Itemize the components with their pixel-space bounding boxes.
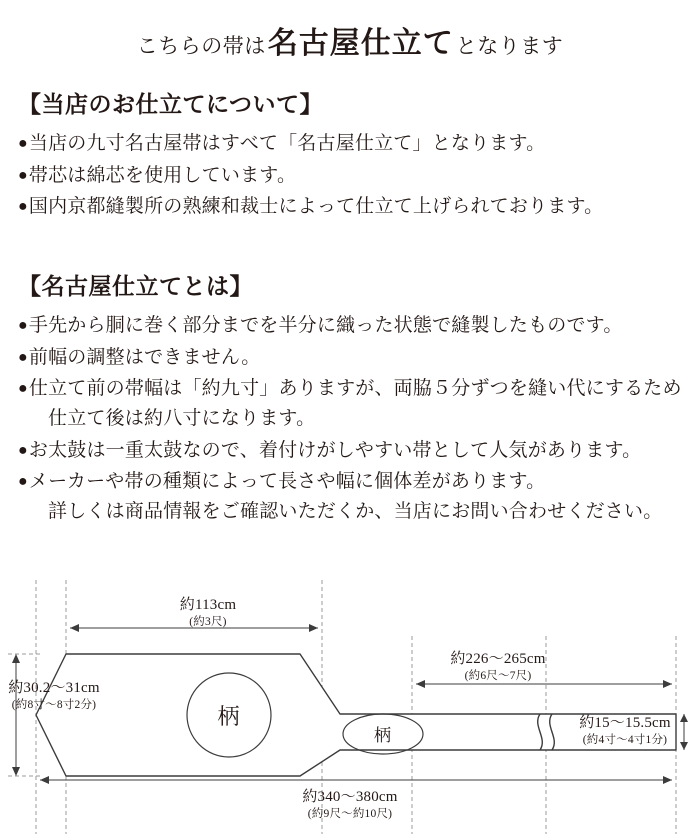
section-nagoya-bullets: [18, 311, 682, 526]
dim-arrow-340: [40, 776, 672, 784]
bullet-dot-icon: ●: [18, 317, 28, 334]
page-title-tail: となります: [455, 34, 564, 58]
measurement-subvalue: (約3尺): [189, 615, 227, 628]
list-item-text: 帯芯は綿芯を使用しています。: [28, 164, 297, 186]
list-item-text: メーカーや帯の種類によって長さや幅に個体差があります。: [28, 471, 546, 493]
measurement-value: 約30.2〜31cm: [8, 680, 100, 696]
list-item: [18, 192, 682, 222]
motif-label-large: 柄: [217, 704, 241, 729]
list-item: [18, 129, 682, 159]
measurement-value: 約340〜380cm: [302, 789, 398, 805]
section-shop-bullets: [18, 129, 682, 222]
dim-arrow-width-30: [8, 654, 40, 776]
list-item: [18, 343, 682, 373]
measurement-label-width-30: [0, 679, 108, 712]
bullet-dot-icon: ●: [18, 198, 28, 216]
measurement-label-226: [398, 650, 598, 683]
page-title: [0, 18, 700, 62]
list-item-text: 当店の九寸名古屋帯はすべて「名古屋仕立て」となります。: [28, 133, 546, 154]
measurement-subvalue: (約8寸〜8寸2分): [11, 698, 97, 711]
list-item: [18, 161, 682, 191]
list-item: [18, 436, 682, 466]
motif-label-small: 柄: [374, 726, 392, 745]
page-title-emphasis: 名古屋仕立て: [267, 27, 454, 60]
measurement-subvalue: (約6尺〜7尺): [464, 669, 532, 682]
page-title-lead: こちらの帯は: [136, 34, 266, 58]
list-item: [18, 467, 682, 526]
list-item: [18, 374, 682, 433]
bullet-dot-icon: ●: [18, 166, 28, 184]
section-nagoya-definition: [18, 268, 682, 528]
measurement-subvalue: (約4寸〜4寸1分): [582, 733, 668, 746]
section-nagoya-title: 【名古屋仕立てとは】: [18, 274, 253, 299]
list-item-text: 国内京都縫製所の熟練和裁士によって仕立て上げられております。: [28, 196, 604, 218]
section-shop-tailoring: [18, 86, 682, 224]
list-item-continuation: 詳しくは商品情報をご確認いただくか、当店にお問い合わせください。: [48, 500, 663, 522]
list-item: [18, 311, 682, 341]
bullet-dot-icon: ●: [18, 135, 28, 152]
measurement-value: 約226〜265cm: [450, 651, 546, 667]
list-item-continuation: 仕立て後は約八寸になります。: [48, 407, 316, 429]
measurement-subvalue: (約9尺〜約10尺): [307, 807, 393, 820]
measurement-value: 約113cm: [179, 597, 237, 613]
list-item-text: 前幅の調整はできません。: [28, 346, 261, 368]
bullet-dot-icon: ●: [18, 380, 28, 398]
list-item-text: 仕立て前の帯幅は「約九寸」ありますが、両脇５分ずつを縫い代にするため: [28, 378, 682, 400]
measurement-label-340: [190, 788, 510, 821]
list-item-text: お太鼓は一重太鼓なので、着付けがしやすい帯として人気があります。: [28, 439, 642, 461]
bullet-dot-icon: ●: [18, 473, 28, 491]
measurement-value: 約15〜15.5cm: [579, 715, 671, 731]
obi-dimension-diagram: [0, 566, 700, 840]
section-shop-title: 【当店のお仕立てについて】: [18, 92, 324, 117]
measurement-label-113: [118, 596, 298, 629]
bullet-dot-icon: ●: [18, 348, 28, 366]
list-item-text: 手先から胴に巻く部分までを半分に織った状態で縫製したものです。: [28, 315, 623, 336]
measurement-label-width-15: [560, 714, 690, 747]
bullet-dot-icon: ●: [18, 441, 28, 459]
